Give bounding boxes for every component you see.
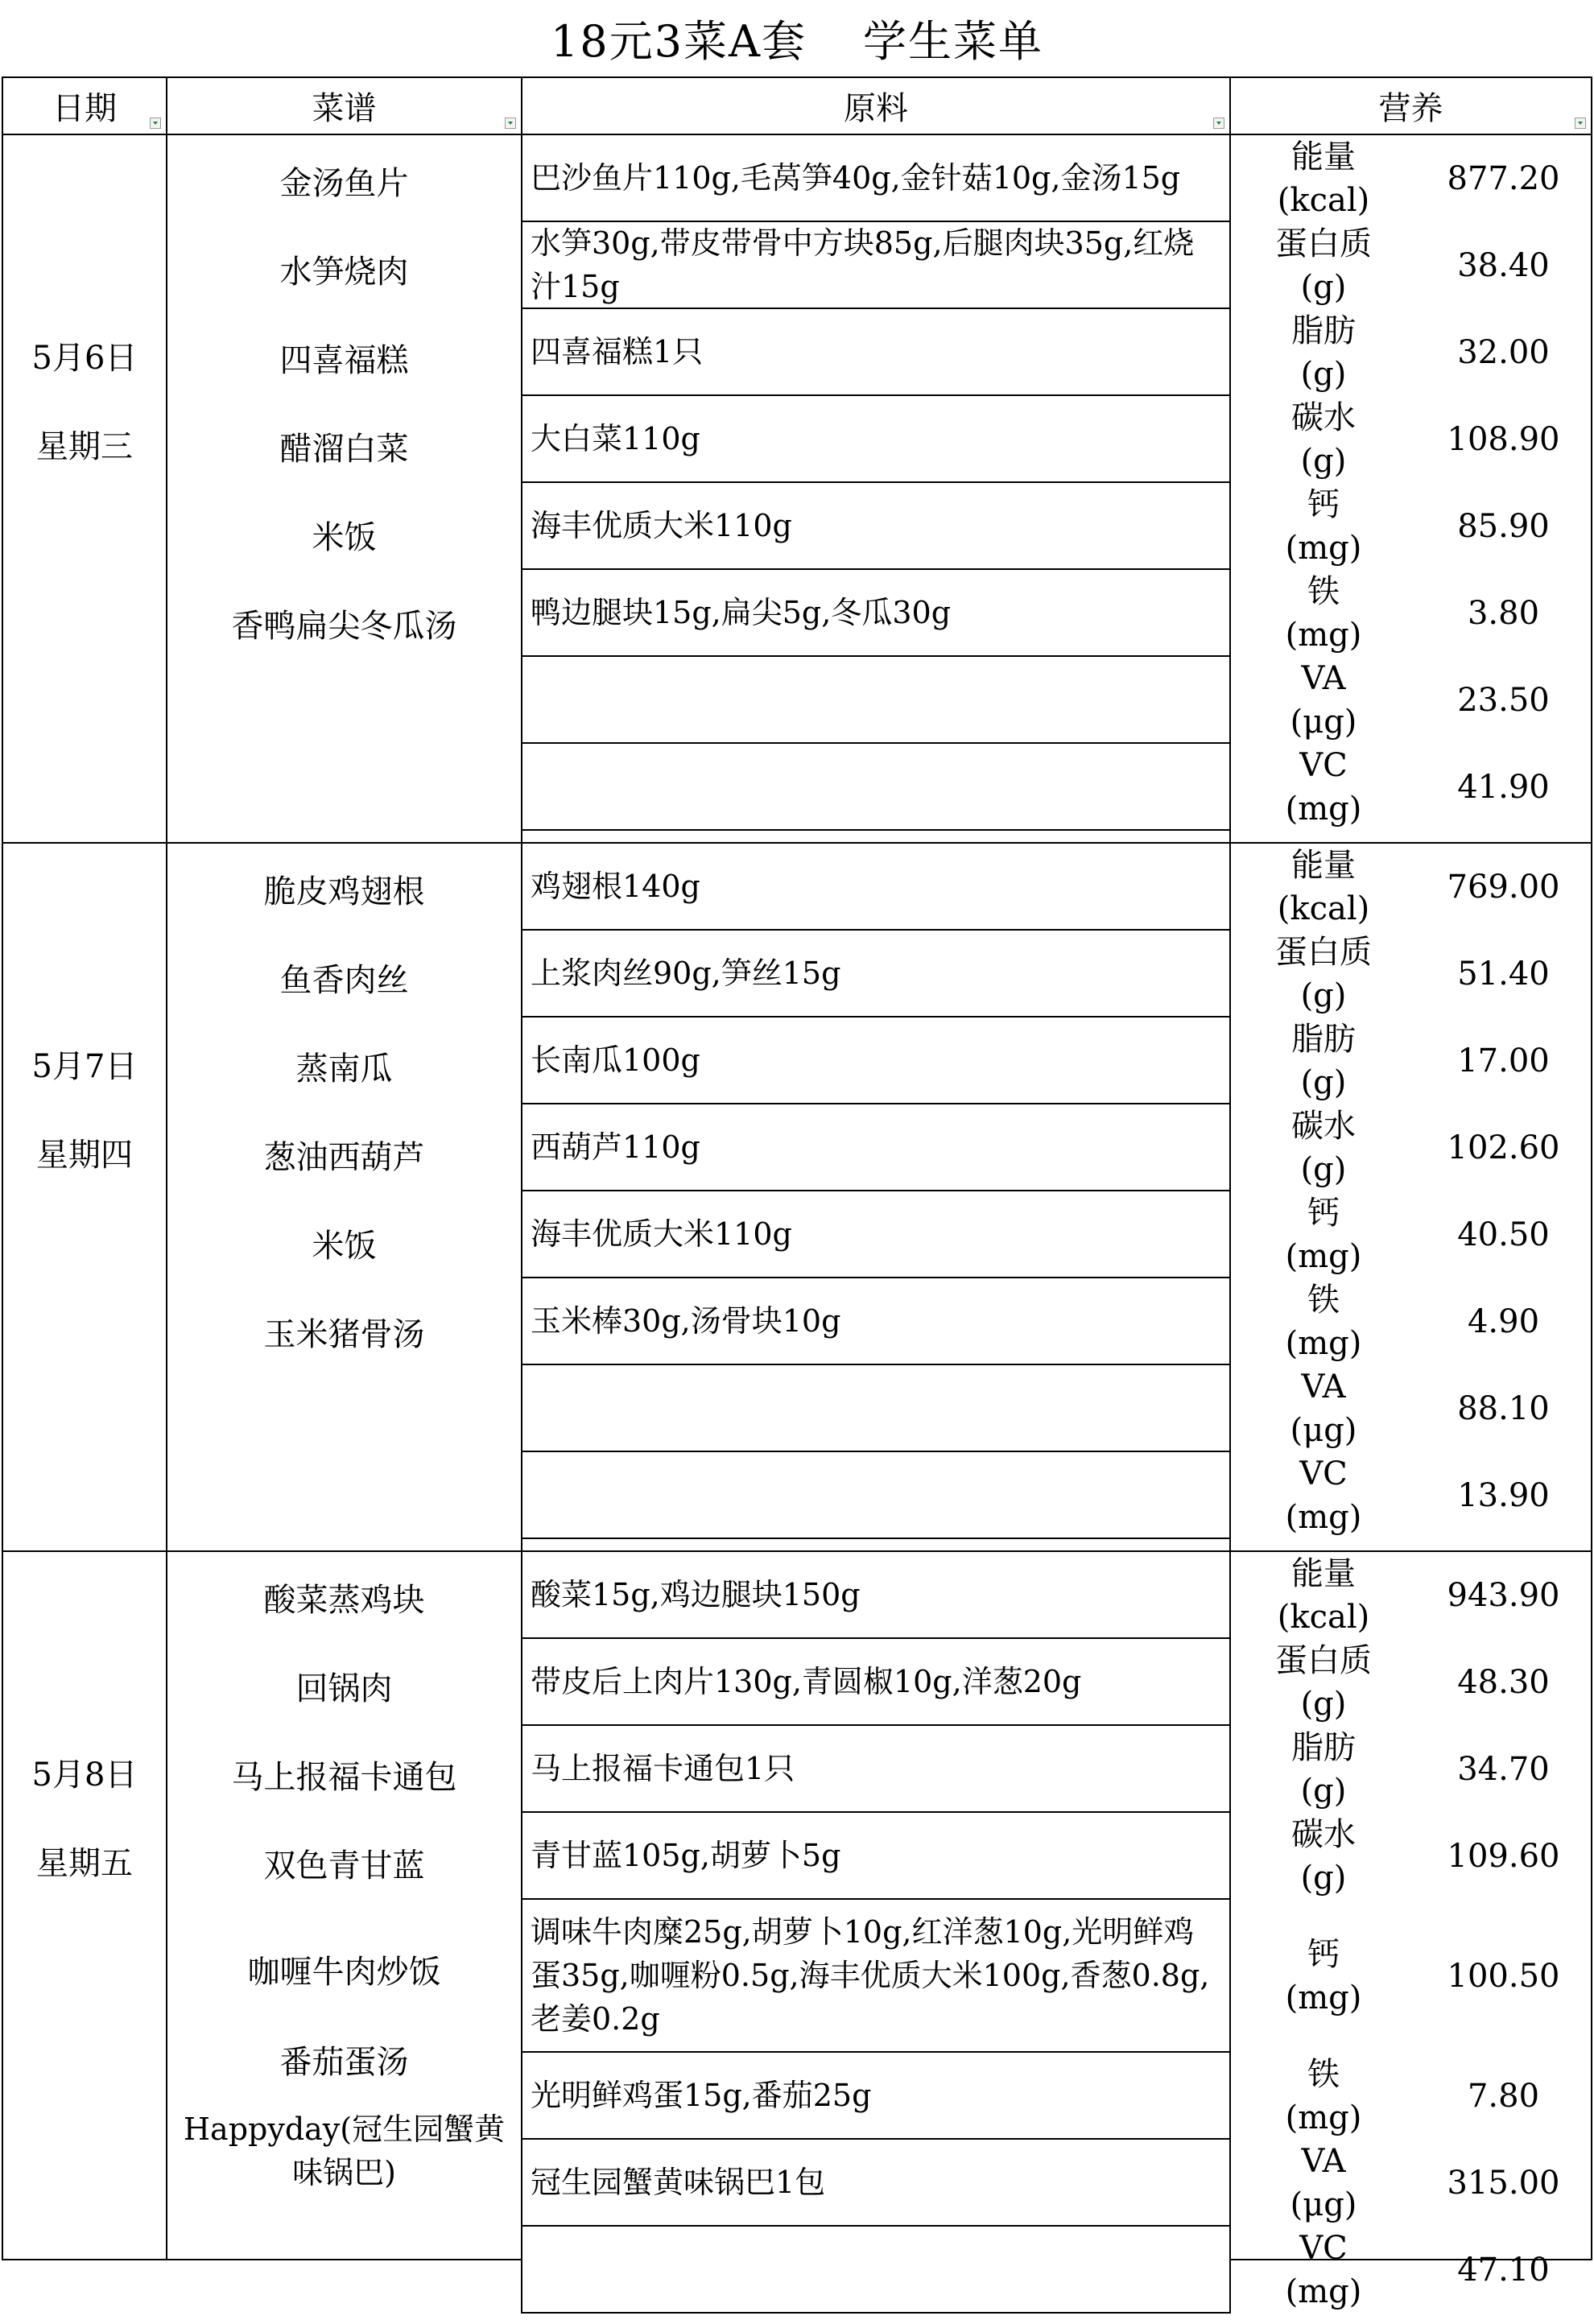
dish-name: 四喜福糕 [279,342,409,379]
nutrient-label [1231,396,1416,483]
nutrient-label [1231,1900,1416,2053]
nutrient-value: 47.10 [1457,2252,1550,2289]
nutrient-name: 脂肪 [1291,1021,1356,1058]
nutrient-unit: (g) [1300,1686,1347,1723]
ingredient-cell[interactable] [521,1190,1231,1278]
nutrient-unit: (mg) [1285,2099,1362,2136]
filter-dropdown-icon[interactable] [1213,118,1224,129]
dish-name: 香鸭扁尖冬瓜汤 [231,608,457,645]
ingredient-cell[interactable] [521,2138,1231,2227]
ingredient-cell[interactable] [521,221,1231,309]
ingredient-cell[interactable] [521,1016,1231,1104]
nutrient-label [1231,222,1416,309]
date-cell[interactable] [2,842,167,1552]
ingredient-text: 水笋30g,带皮带骨中方块85g,后腿肉块35g,红烧汁15g [531,225,1195,304]
nutrient-unit: (mg) [1285,530,1362,567]
nutrient-value: 34.70 [1457,1751,1550,1788]
recipe-cell[interactable] [166,134,522,844]
nutrition-row [1231,2227,1591,2314]
dish-name: 水笋烧肉 [279,254,409,291]
nutrient-label [1231,1191,1416,1278]
ingredient-text: 海丰优质大米110g [531,1216,792,1252]
ingredient-cell[interactable] [521,1637,1231,1726]
ingredient-cell[interactable] [521,1811,1231,1900]
nutrient-unit: (mg) [1285,1325,1362,1362]
ingredient-cell[interactable] [521,568,1231,657]
nutrient-label [1231,2053,1416,2140]
nutrition-row [1231,657,1591,744]
nutrition-cell[interactable] [1229,1550,1592,2310]
nutrient-value: 100.50 [1447,1958,1560,1995]
nutrition-row [1231,844,1591,931]
nutrient-unit: (μg) [1290,704,1357,741]
weekday-label: 星期四 [36,1137,133,1174]
nutrient-unit: (μg) [1290,2186,1357,2223]
nutrient-value: 88.10 [1457,1390,1550,1427]
date-label: 5月7日 [31,1048,138,1085]
nutrition-row [1231,1104,1591,1191]
menu-set-name: 18元3菜A套 [550,16,807,67]
ingredient-cell[interactable] [521,1550,1231,1639]
nutrition-row [1231,396,1591,483]
ingredient-cell[interactable] [521,842,1231,931]
dish-name: 米饭 [312,519,377,556]
nutrient-value: 102.60 [1447,1129,1560,1166]
nutrient-value: 40.50 [1457,1216,1550,1253]
menu-subtitle: 学生菜单 [863,16,1044,67]
weekday-label: 星期五 [36,1845,133,1882]
nutrient-value: 877.20 [1447,160,1560,197]
ingredient-cell[interactable] [521,742,1231,831]
dish-name: 马上报福卡通包 [231,1759,457,1796]
nutrient-unit: (mg) [1285,2273,1362,2310]
nutrient-label [1231,135,1416,222]
nutrient-unit: (kcal) [1277,182,1370,219]
header-recipe[interactable] [166,76,522,135]
nutrient-label [1231,2140,1416,2227]
nutrient-unit: (mg) [1285,1499,1362,1536]
ingredient-text: 大白菜110g [531,421,700,456]
ingredient-cell[interactable] [521,1103,1231,1191]
nutrition-row [1231,570,1591,657]
sheet-title [0,10,1594,74]
nutrition-row [1231,2140,1591,2227]
nutrient-value: 4.90 [1467,1303,1540,1340]
nutrient-name: 碳水 [1291,1816,1356,1853]
dish-name: 番茄蛋汤 [279,2044,409,2081]
ingredient-cell[interactable] [521,481,1231,570]
dish-name: 双色青甘蓝 [263,1847,425,1884]
nutrient-unit: (mg) [1285,1238,1362,1275]
nutrient-label [1231,1365,1416,1452]
nutrition-row [1231,1018,1591,1104]
nutrient-unit: (mg) [1285,1979,1362,2016]
ingredient-cell[interactable] [521,655,1231,744]
nutrient-unit: (g) [1300,443,1347,480]
nutrition-row [1231,1639,1591,1726]
dish-name: 葱油西葫芦 [263,1139,425,1176]
ingredient-text: 长南瓜100g [531,1042,700,1078]
ingredient-text: 调味牛肉糜25g,胡萝卜10g,红洋葱10g,光明鲜鸡蛋35g,咖喱粉0.5g,海丰优质大米100g,香葱0.8g,老姜0.2g [531,1914,1210,2037]
nutrition-row [1231,1552,1591,1639]
ingredient-text: 四喜福糕1只 [531,334,704,369]
ingredient-text: 光明鲜鸡蛋15g,番茄25g [531,2078,872,2113]
nutrient-name: VC [1299,1455,1348,1492]
ingredient-text: 上浆肉丝90g,笋丝15g [531,956,841,991]
nutrient-name: 铁 [1307,2056,1340,2093]
nutrient-label [1231,931,1416,1018]
filter-dropdown-icon[interactable] [150,118,161,129]
nutrient-label [1231,1018,1416,1104]
nutrient-name: 脂肪 [1291,312,1356,349]
nutrition-row [1231,1452,1591,1539]
nutrition-row [1231,2053,1591,2140]
nutrient-label [1231,1639,1416,1726]
nutrient-name: 能量 [1291,847,1356,884]
dish-name: Happyday(冠生园蟹黄味锅巴) [183,2111,506,2190]
ingredient-text: 玉米棒30g,汤骨块10g [531,1303,841,1339]
date-label: 5月6日 [31,340,138,377]
ingredient-text: 西葫芦110g [531,1129,700,1165]
nutrient-name: VA [1301,2143,1346,2180]
header-ingredients-label: 原料 [844,90,908,127]
nutrient-name: 铁 [1307,573,1340,610]
nutrient-value: 943.90 [1447,1577,1560,1614]
header-nutrition[interactable] [1229,76,1592,135]
dish-name: 咖喱牛肉炒饭 [247,1954,441,1991]
nutrition-row [1231,1900,1591,2053]
nutrient-unit: (g) [1300,356,1347,393]
recipe-cell[interactable] [166,842,522,1552]
nutrient-name: 钙 [1307,486,1340,523]
nutrient-value: 41.90 [1457,769,1550,806]
nutrient-unit: (g) [1300,269,1347,306]
nutrient-label [1231,1813,1416,1900]
ingredient-cell[interactable] [521,2225,1231,2314]
nutrition-row [1231,1278,1591,1365]
filter-dropdown-icon[interactable] [1575,118,1586,129]
ingredient-cell[interactable] [521,394,1231,483]
ingredient-cell[interactable] [521,2051,1231,2140]
dish-name: 玉米猪骨汤 [263,1316,425,1353]
nutrient-value: 7.80 [1467,2078,1540,2115]
ingredient-text: 冠生园蟹黄味锅巴1包 [531,2165,826,2200]
nutrient-name: 钙 [1307,1195,1340,1232]
nutrient-unit: (g) [1300,1773,1347,1810]
ingredient-text: 带皮后上肉片130g,青圆椒10g,洋葱20g [531,1664,1082,1699]
nutrition-row [1231,309,1591,396]
ingredient-cell[interactable] [521,1898,1231,2053]
nutrition-row [1231,1813,1591,1900]
ingredient-cell[interactable] [521,1277,1231,1365]
nutrition-row [1231,744,1591,831]
ingredient-cell[interactable] [521,134,1231,222]
nutrient-name: VC [1299,2230,1348,2267]
nutrient-value: 13.90 [1457,1477,1550,1514]
nutrient-name: 脂肪 [1291,1729,1356,1766]
nutrient-value: 23.50 [1457,682,1550,719]
nutrient-value: 32.00 [1457,334,1550,371]
nutrient-name: 钙 [1307,1936,1340,1973]
nutrient-unit: (kcal) [1277,1599,1370,1636]
ingredient-text: 马上报福卡通包1只 [531,1751,795,1786]
nutrient-name: 能量 [1291,138,1356,175]
recipe-cell[interactable] [166,1550,522,2260]
nutrient-value: 17.00 [1457,1042,1550,1079]
nutrition-cell[interactable] [1229,134,1592,844]
nutrient-unit: (mg) [1285,790,1362,828]
header-nutrition-label: 营养 [1378,90,1443,127]
nutrient-value: 38.40 [1457,247,1550,284]
nutrient-unit: (g) [1300,1151,1347,1188]
dish-name: 鱼香肉丝 [279,962,409,999]
nutrient-name: 能量 [1291,1555,1356,1592]
nutrient-label [1231,570,1416,657]
nutrient-label [1231,657,1416,744]
date-label: 5月8日 [31,1756,138,1794]
nutrition-row [1231,135,1591,222]
nutrition-row [1231,1726,1591,1813]
nutrient-name: 铁 [1307,1282,1340,1319]
nutrient-unit: (μg) [1290,1412,1357,1449]
ingredient-text: 青甘蓝105g,胡萝卜5g [531,1838,841,1873]
dish-name: 金汤鱼片 [279,165,409,202]
nutrient-value: 108.90 [1447,421,1560,458]
nutrient-name: 碳水 [1291,399,1356,436]
ingredient-text: 巴沙鱼片110g,毛莴笋40g,金针菇10g,金汤15g [531,160,1181,196]
nutrient-name: 蛋白质 [1275,934,1372,971]
dish-name: 酸菜蒸鸡块 [263,1582,425,1619]
nutrient-name: 蛋白质 [1275,1642,1372,1679]
date-cell[interactable] [2,1550,167,2260]
ingredient-cell[interactable] [521,1451,1231,1539]
nutrient-label [1231,309,1416,396]
weekday-label: 星期三 [36,428,133,465]
dish-name: 蒸南瓜 [295,1051,393,1088]
dish-name: 回锅肉 [295,1670,393,1707]
nutrient-value: 51.40 [1457,956,1550,993]
nutrition-row [1231,1191,1591,1278]
nutrient-label [1231,1278,1416,1365]
nutrient-unit: (g) [1300,977,1347,1014]
nutrient-unit: (g) [1300,1860,1347,1897]
nutrient-value: 48.30 [1457,1664,1550,1701]
nutrition-row [1231,222,1591,309]
dish-name: 米饭 [312,1228,377,1265]
nutrient-name: VA [1301,660,1346,697]
filter-dropdown-icon[interactable] [505,118,516,129]
nutrient-label [1231,2227,1416,2314]
nutrient-label [1231,1726,1416,1813]
ingredient-cell[interactable] [521,929,1231,1018]
nutrient-value: 3.80 [1467,595,1540,632]
nutrient-name: VC [1299,747,1348,784]
nutrient-name: 蛋白质 [1275,225,1372,262]
date-cell[interactable] [2,134,167,844]
ingredient-text: 酸菜15g,鸡边腿块150g [531,1577,861,1612]
header-recipe-label: 菜谱 [312,90,377,127]
nutrition-row [1231,483,1591,570]
nutrient-value: 85.90 [1457,508,1550,545]
dish-name: 醋溜白菜 [279,431,409,468]
ingredient-cell[interactable] [521,1724,1231,1813]
nutrition-cell[interactable] [1229,842,1592,1552]
nutrient-label [1231,483,1416,570]
nutrient-label [1231,744,1416,831]
nutrient-label [1231,1552,1416,1639]
nutrient-unit: (mg) [1285,617,1362,654]
nutrition-row [1231,1365,1591,1452]
nutrition-row [1231,931,1591,1018]
header-date-label: 日期 [52,90,117,127]
dish-name: 脆皮鸡翅根 [263,873,425,910]
nutrient-value: 315.00 [1447,2165,1560,2202]
ingredient-cell[interactable] [521,1364,1231,1452]
nutrient-unit: (g) [1300,1064,1347,1101]
nutrient-label [1231,844,1416,931]
nutrient-name: VA [1301,1368,1346,1406]
nutrient-name: 碳水 [1291,1108,1356,1145]
ingredient-text: 鸭边腿块15g,扁尖5g,冬瓜30g [531,595,952,630]
nutrient-unit: (kcal) [1277,890,1370,927]
header-ingredients[interactable] [521,76,1231,135]
header-date[interactable] [2,76,167,135]
ingredient-text: 鸡翅根140g [531,869,700,904]
ingredient-text: 海丰优质大米110g [531,508,792,543]
nutrient-value: 109.60 [1447,1838,1560,1875]
ingredient-cell[interactable] [521,308,1231,396]
nutrient-label [1231,1104,1416,1191]
nutrient-label [1231,1452,1416,1539]
nutrient-value: 769.00 [1447,869,1560,906]
